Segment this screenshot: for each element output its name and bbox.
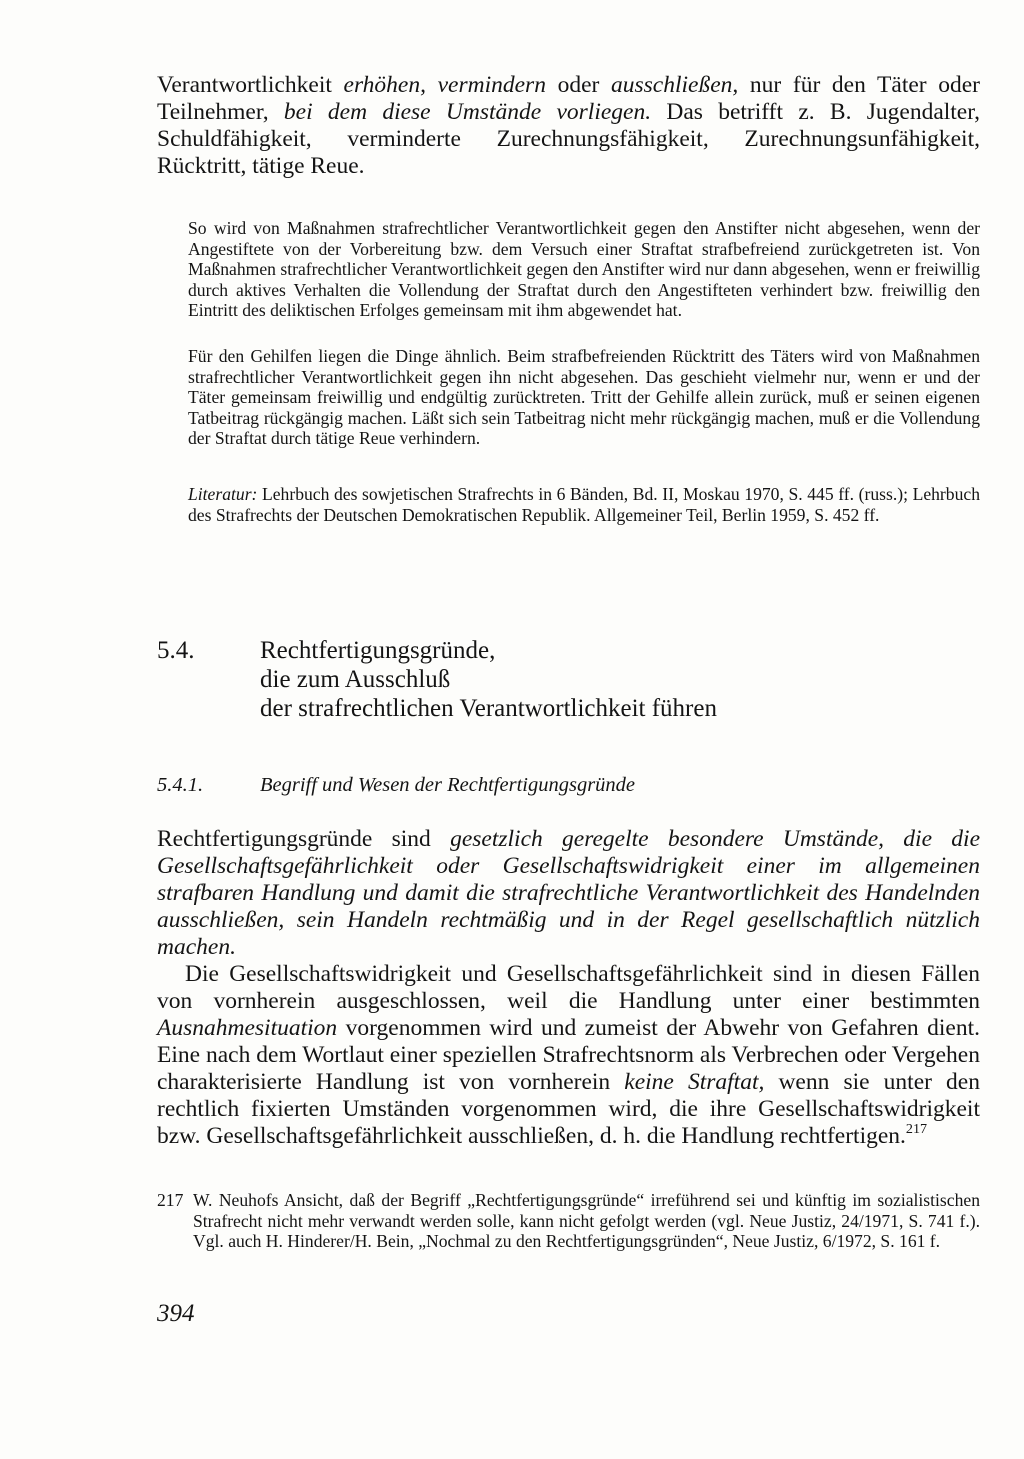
- small-paragraph-anstifter: So wird von Maßnahmen strafrechtlicher Verantwortlichkeit gegen den Anstifter nicht abgesehen, wenn der Angestiftete von der Vorbereitung bzw. dem Versuch einer Straftat strafbefreiend zurückgetreten ist. Von Maßnahmen strafrechtlicher Verantwortlichkeit gegen den Anstifter wird nur dann abgesehen, wenn er freiwillig durch aktives Verhalten die Vollendung der Straftat durch den Angestifteten verhindert bzw. freiwillig den Eintritt des deliktischen Erfolges gemeinsam mit ihm abgewendet hat.: [188, 218, 980, 321]
- text-run: wenn sie unter den rechtlich fixierten Umständen vorgenommen wird, die ihre Gesellschaftswidrigkeit bzw. Gesellschaftsgefährlichkeit ausschließen, d. h. die Handlung rechtfertigen.: [157, 1069, 980, 1149]
- section-title: [260, 636, 980, 723]
- literature-text: Lehrbuch des sowjetischen Strafrechts in 6 Bänden, Bd. II, Moskau 1970, S. 445 ff. (russ.); Lehrbuch des Strafrechts der Deutschen Demokratischen Republik. Allgemeiner Teil, Berlin 1959, S. 452 ff.: [188, 484, 980, 525]
- emphasis: erhöhen, vermindern: [343, 72, 546, 98]
- paragraph-continuation: [157, 72, 980, 180]
- emphasis: keine Straftat,: [624, 1069, 765, 1095]
- paragraph-definition: [157, 826, 980, 961]
- footnote-text: W. Neuhofs Ansicht, daß der Begriff „Rechtfertigungsgründe“ irreführend sei und künftig im sozialistischen Strafrecht nicht mehr verwandt werden solle, kann nicht gefolgt werden (vgl. Neue Justiz, 24/1971, S. 741 f.). Vgl. auch H. Hinderer/H. Bein, „Nochmal zu den Rechtfertigungsgründen“, Neue Justiz, 6/1972, S. 161 f.: [193, 1190, 980, 1252]
- emphasis: gesetzlich geregelte besondere Umstände, die die Gesellschaftsgefährlichkeit oder Gesellschaftswidrigkeit einer im allgemeinen strafbaren Handlung und damit die strafrechtliche Verantwortlichkeit des Handelnden ausschließen, sein Handeln rechtmäßig und in der Regel gesellschaftlich nützlich machen.: [157, 826, 980, 960]
- subsection-title: Begriff und Wesen der Rechtfertigungsgründe: [260, 774, 636, 796]
- section-title-line: die zum Ausschluß: [260, 666, 451, 693]
- text-run: Rechtfertigungsgründe sind: [157, 826, 451, 852]
- text-run: Die Gesellschaftswidrigkeit und Gesellschaftsgefährlichkeit sind in diesen Fällen von vornherein ausgeschlossen, weil die Handlung unter einer bestimmten: [157, 961, 980, 1014]
- small-paragraph-gehilfe: Für den Gehilfen liegen die Dinge ähnlich. Beim strafbefreienden Rücktritt des Täters wird von Maßnahmen strafrechtlicher Verantwortlichkeit gegen ihn nicht abgesehen. Das geschieht vielmehr nur, wenn er und der Täter gemeinsam freiwillig und endgültig zurücktreten. Tritt der Gehilfe allein zurück, muß er seinen eigenen Tatbeitrag rückgängig machen. Läßt sich sein Tatbeitrag nicht mehr rückgängig machen, muß er die Vollendung der Straftat durch tätige Reue verhindern.: [188, 346, 980, 449]
- footnote-reference: 217: [905, 1121, 928, 1138]
- footnote-number: 217: [157, 1190, 184, 1210]
- text-run: oder: [545, 72, 611, 98]
- emphasis: bei dem diese Umstände vorliegen.: [283, 99, 652, 125]
- literature-note: [188, 484, 980, 525]
- paragraph-explanation: [157, 961, 980, 1150]
- page-number: 394: [157, 1300, 195, 1327]
- section-number: 5.4.: [157, 637, 195, 664]
- emphasis: ausschließen,: [611, 72, 739, 98]
- footnote: [157, 1190, 980, 1252]
- section-title-line: der strafrechtlichen Verantwortlichkeit führen: [260, 695, 717, 722]
- text-run: Verantwortlichkeit: [157, 72, 344, 98]
- emphasis: Ausnahmesituation: [157, 1015, 338, 1041]
- text-run: vorgenommen wird und zumeist der Abwehr von Gefahren dient. Eine nach dem Wortlaut einer speziellen Strafrechtsnorm als Verbrechen oder Vergehen charakterisierte Handlung ist von vornherein: [157, 1015, 980, 1095]
- literature-label: Literatur:: [188, 484, 258, 504]
- text-run: Das betrifft z. B. Jugendalter, Schuldfähigkeit, verminderte Zurechnungsfähigkeit, Zurechnungsunfähigkeit, Rücktritt, tätige Reue.: [157, 99, 980, 179]
- subsection-number: 5.4.1.: [157, 774, 204, 796]
- section-title-line: Rechtfertigungsgründe,: [260, 637, 496, 664]
- text-run: nur für den Täter oder Teilnehmer,: [157, 72, 981, 125]
